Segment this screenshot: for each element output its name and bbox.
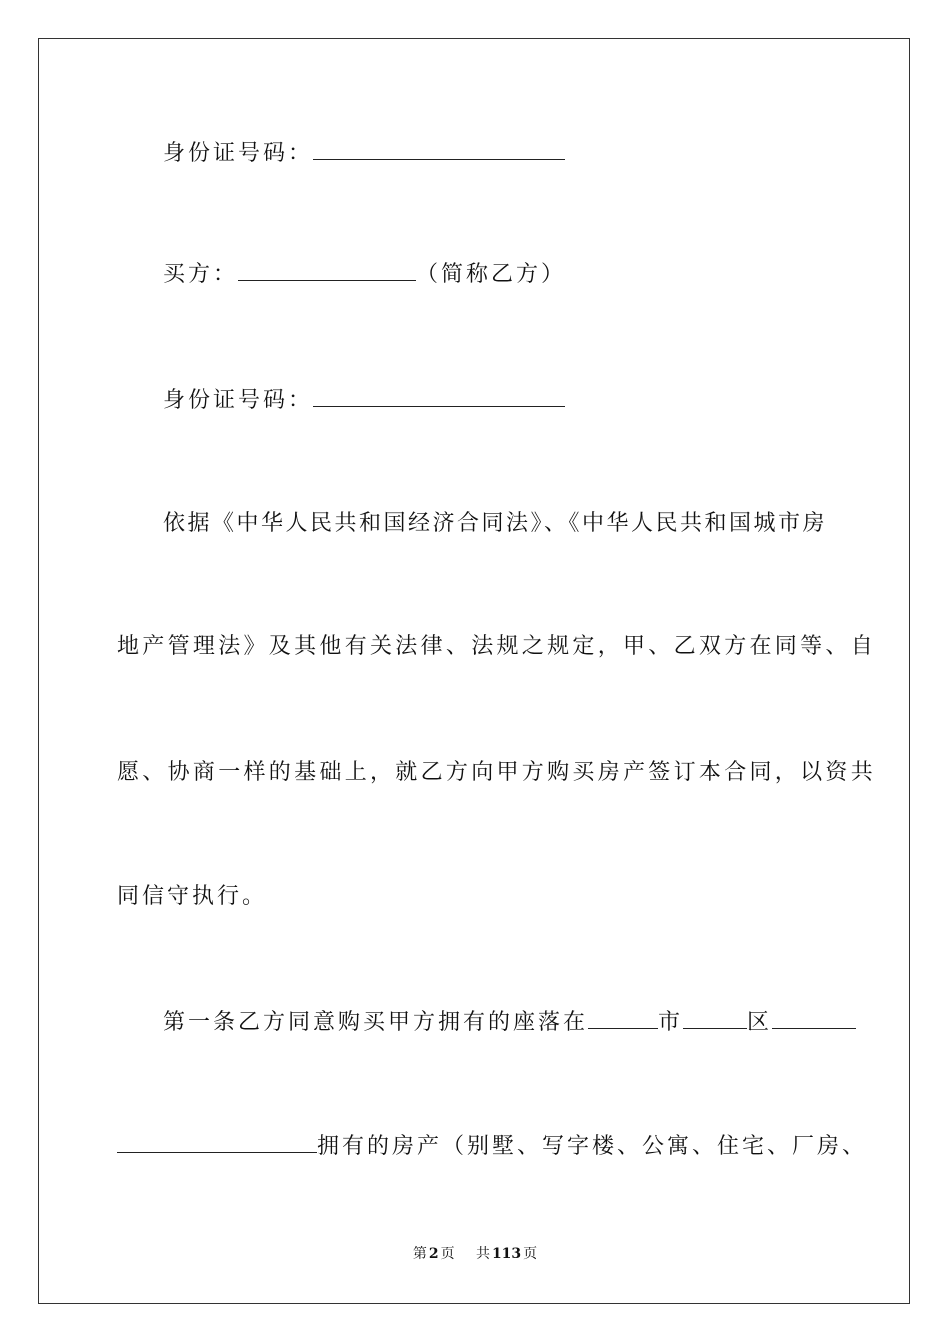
seller-id-line bbox=[163, 137, 565, 169]
para1-line-1: 依据《中华人民共和国经济合同法》、《中华人民共和国城市房 bbox=[163, 511, 828, 536]
footer-page: 第 2 页 bbox=[412, 1246, 455, 1262]
city-label: 市 bbox=[658, 1010, 684, 1035]
buyer-suffix: （简称乙方） bbox=[416, 262, 567, 287]
address-blank-district[interactable] bbox=[772, 1006, 856, 1029]
para1-line-2: 地产管理法》及其他有关法律、法规之规定，甲、乙双方在同等、自 bbox=[117, 634, 877, 659]
buyer-name-blank[interactable] bbox=[238, 258, 416, 281]
address-blank-2[interactable] bbox=[117, 1130, 317, 1153]
article1-line-1 bbox=[163, 1006, 856, 1038]
buyer-id-line bbox=[163, 384, 565, 416]
article1-text: 第一条乙方同意购买甲方拥有的座落在 bbox=[163, 1010, 589, 1035]
buyer-line bbox=[163, 258, 566, 290]
buyer-id-blank[interactable] bbox=[313, 384, 565, 407]
para1-line-3: 愿、协商一样的基础上，就乙方向甲方购买房产签订本合同，以资共 bbox=[117, 760, 877, 785]
address-blank-1[interactable] bbox=[588, 1006, 658, 1029]
page-border bbox=[38, 38, 910, 1304]
article1-line-2-text: 拥有的房产（别墅、写字楼、公寓、住宅、厂房、 bbox=[317, 1134, 868, 1159]
seller-id-blank[interactable] bbox=[313, 137, 565, 160]
buyer-label: 买方： bbox=[163, 262, 239, 287]
footer-total: 共 113 页 bbox=[475, 1246, 538, 1262]
district-label: 区 bbox=[747, 1010, 773, 1035]
article1-line-2 bbox=[117, 1130, 867, 1162]
seller-id-label: 身份证号码： bbox=[163, 141, 314, 166]
address-blank-city[interactable] bbox=[683, 1006, 747, 1029]
para1-line-4: 同信守执行。 bbox=[117, 884, 268, 909]
page-footer bbox=[0, 1245, 950, 1263]
buyer-id-label: 身份证号码： bbox=[163, 388, 314, 413]
